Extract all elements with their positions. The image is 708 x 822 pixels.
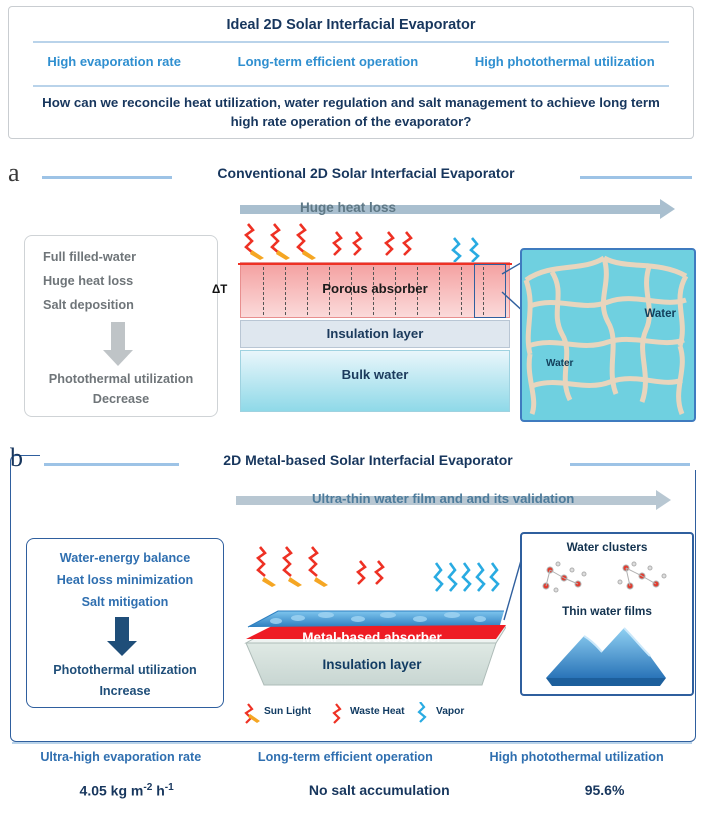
panel-a-evaporator-schematic: [212, 262, 510, 417]
bottom-label-2: Long-term efficient operation: [257, 750, 433, 764]
panel-b-summary-box: [26, 538, 224, 708]
ideal-feature-1: High evaporation rate: [47, 54, 181, 69]
panel-a-item-1: Full filled-water: [43, 250, 137, 264]
ideal-feature-2: Long-term efficient operation: [237, 54, 419, 69]
divider-top: [33, 41, 669, 43]
ideal-evaporator-title: Ideal 2D Solar Interfacial Evaporator: [226, 17, 476, 33]
panel-b-conclusion-label: Photothermal utilization: [53, 663, 197, 677]
panel-a-insulation-layer: [240, 320, 510, 348]
panel-b-absorber-label: Metal-based absorber: [302, 630, 442, 645]
research-question: How can we reconcile heat utilization, water regulation and salt management to achieve long term high rate operation of the evaporator?: [42, 95, 660, 130]
water-cluster-illustration: [530, 558, 684, 598]
panel-a-item-2: Huge heat loss: [43, 274, 134, 288]
panel-a-item-3: Salt deposition: [43, 298, 134, 312]
legend-label-vapor: Vapor: [436, 706, 465, 717]
heat-loss-arrow-label: Huge heat loss: [300, 200, 397, 215]
heat-loss-arrow-head-icon: [660, 199, 675, 219]
panel-a-insulation-label: Insulation layer: [326, 326, 424, 341]
panel-b-zoom-view: [520, 532, 694, 696]
panel-b-zoom-title-2: Thin water films: [562, 604, 652, 618]
bottom-values: [12, 782, 692, 799]
panel-a-conclusion-label: Photothermal utilization: [48, 372, 194, 386]
ideal-feature-3: High photothermal utilization: [474, 54, 655, 69]
panel-b-item-3: Salt mitigation: [81, 595, 169, 609]
panel-a-down-arrow-icon: [111, 322, 125, 352]
panel-a-zoom-water-label-1: Water: [644, 308, 676, 320]
bottom-value-salt: No salt accumulation: [308, 782, 450, 798]
ideal-feature-list: [19, 54, 683, 69]
panel-a-absorber-label: Porous absorber: [322, 281, 428, 296]
panel-a-zoom-view: [520, 248, 696, 422]
panel-b-item-1: Water-energy balance: [59, 551, 191, 565]
legend-label-sunlight: Sun Light: [264, 706, 311, 717]
panel-b-insulation-label: Insulation layer: [322, 657, 422, 672]
bottom-label-1: Ultra-high evaporation rate: [40, 750, 202, 764]
panel-b-evaporator-schematic: [238, 585, 506, 690]
water-film-arrow-head-icon: [656, 490, 671, 510]
water-film-arrow-label: Ultra-thin water film and and its validation: [312, 491, 575, 506]
panel-a-zoom-water-label-2: Water: [546, 358, 574, 369]
bottom-value-efficiency: 95.6%: [584, 782, 625, 798]
legend-label-wasteheat: Waste Heat: [350, 706, 405, 717]
divider-bottom: [12, 742, 692, 744]
divider-top-2: [33, 85, 669, 87]
panel-a-letter: a: [8, 158, 20, 187]
panel-b-zoom-title-1: Water clusters: [566, 540, 648, 554]
panel-a-title: Conventional 2D Solar Interfacial Evaporator: [217, 165, 515, 181]
panel-b-conclusion-value: Increase: [99, 684, 151, 698]
panel-b-down-arrow-head-icon: [107, 641, 137, 656]
panel-b-title: 2D Metal-based Solar Interfacial Evaporator: [223, 452, 513, 468]
panel-a-bulk-label: Bulk water: [341, 367, 409, 382]
panel-a-down-arrow-head-icon: [103, 350, 133, 366]
panel-a-porous-absorber: [240, 262, 510, 318]
panel-a-bulk-water: [240, 350, 510, 412]
panel-b-letter: b: [10, 443, 23, 472]
bottom-value-rate: 4.05 kg $m^{-2}$ $h^{-1}$: [79, 782, 174, 799]
porous-network-illustration: [522, 250, 690, 416]
panel-b-down-arrow-icon: [115, 617, 129, 643]
panel-b-legend: [240, 702, 508, 726]
thin-water-film-illustration: [540, 622, 676, 688]
ideal-evaporator-panel: [8, 6, 694, 139]
panel-a-delta-t-label: ΔT: [212, 284, 228, 296]
bottom-labels: [12, 750, 692, 764]
panel-b-item-2: Heat loss minimization: [56, 573, 194, 587]
panel-a-summary-box: [24, 235, 218, 417]
panel-a-conclusion-value: Decrease: [92, 392, 150, 406]
bottom-label-3: High photothermal utilization: [489, 750, 664, 764]
